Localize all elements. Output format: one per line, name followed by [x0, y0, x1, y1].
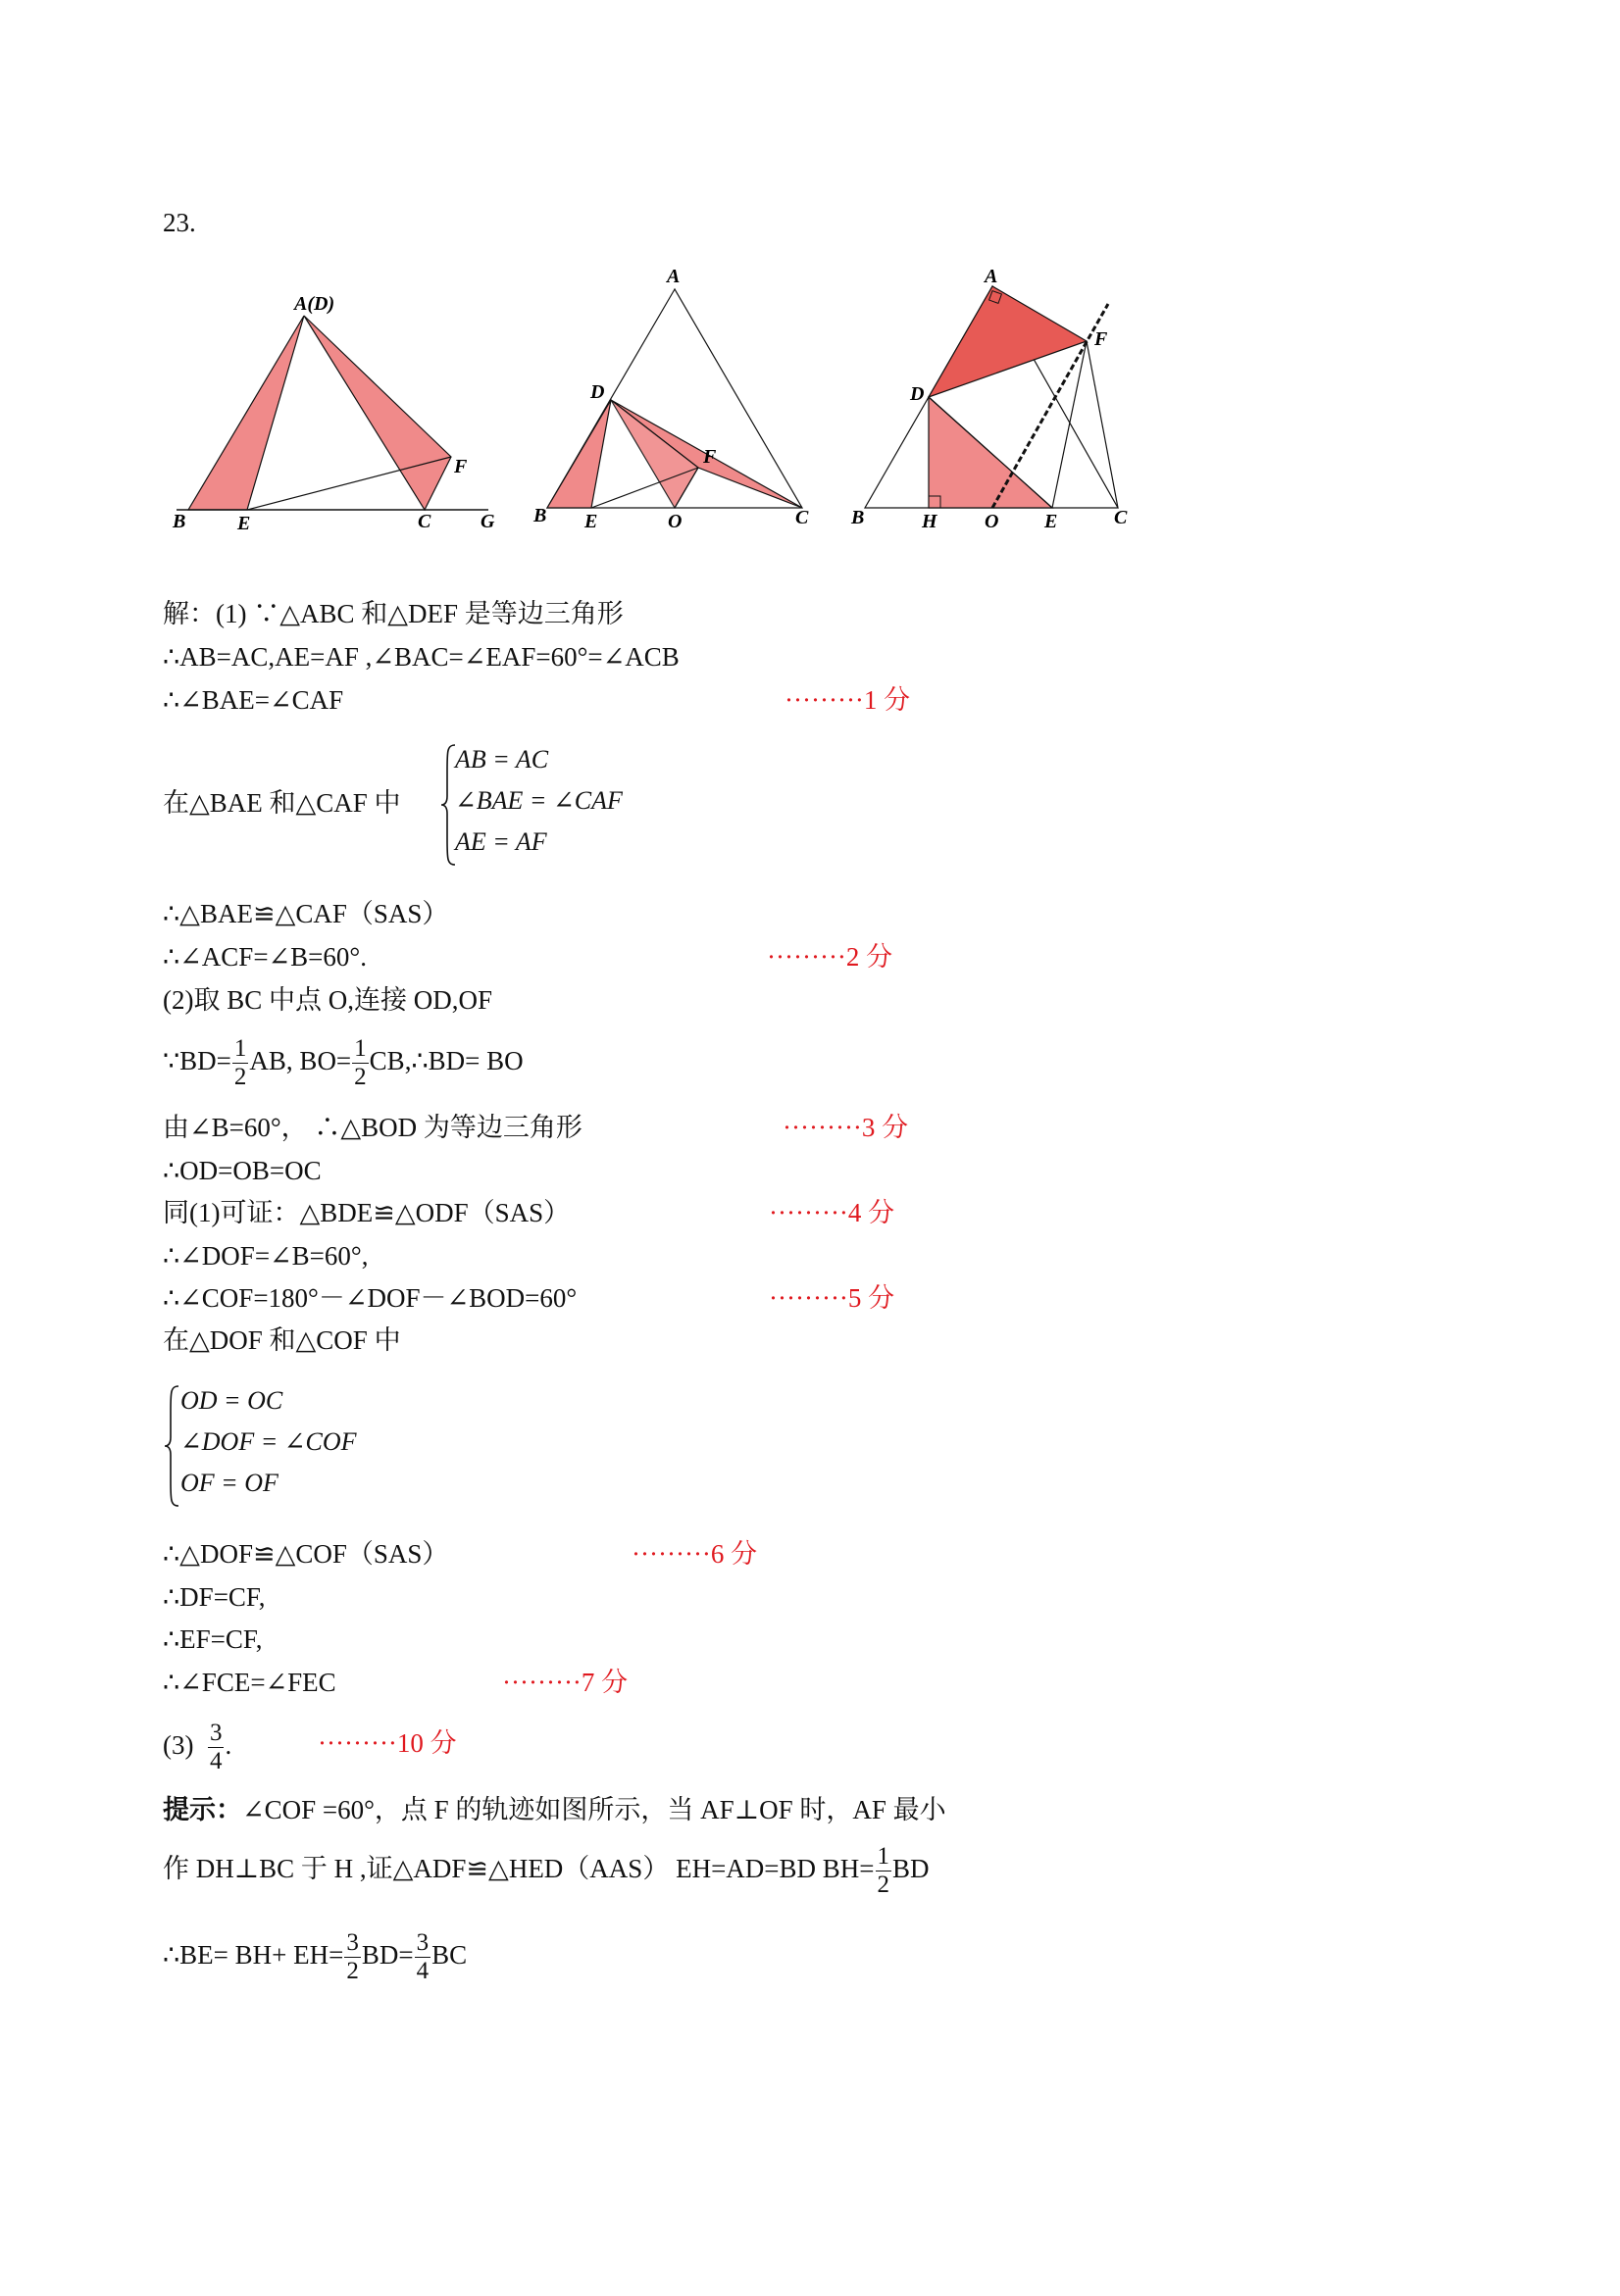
hint-text-2a: 作 DH⊥BC 于 H ,证△ADF≌△HED（AAS） EH=AD=BD BH=: [163, 1854, 875, 1883]
fig3-label-o: O: [985, 511, 999, 532]
p2-line-4: ∴OD=OB=OC: [163, 1156, 322, 1185]
system-1-row-1: AB = AC: [455, 745, 549, 774]
p3-label: (3): [163, 1730, 194, 1760]
hint-fraction-3-2: $\frac{3}{2}$: [346, 1929, 359, 1985]
fig2-label-o: O: [668, 511, 683, 532]
system-1-row-3: AE = AF: [455, 827, 547, 856]
score-5: ·········5 分: [769, 1283, 895, 1313]
p2-line-6: ∴∠DOF=∠B=60°,: [163, 1241, 369, 1271]
score-1: ·········1 分: [785, 685, 911, 715]
p1-line-3: ∴∠BAE=∠CAF: [163, 685, 344, 715]
score-2: ·········2 分: [767, 942, 893, 972]
system-2-row-3: OF = OF: [180, 1469, 278, 1497]
fig3-triangle-adf: [929, 286, 1087, 397]
hint-fraction-3-4: $\frac{3}{4}$: [416, 1929, 430, 1985]
p2-line-3: 由∠B=60°， ∴△BOD 为等边三角形: [163, 1113, 582, 1142]
score-3: ·········3 分: [783, 1113, 909, 1142]
p2-line-8: 在△DOF 和△COF 中: [163, 1325, 401, 1355]
figure-2: [532, 266, 809, 532]
p1-line-2: ∴AB=AC,AE=AF ,∠BAC=∠EAF=60°=∠ACB: [163, 642, 680, 672]
fig3-line-cf: [1087, 341, 1118, 508]
fig1-label-g: G: [481, 511, 495, 532]
p1-in-statement: 在△BAE 和△CAF 中: [163, 788, 401, 818]
hint-line-1: [163, 1792, 946, 1827]
fig2-label-d: D: [590, 381, 605, 403]
hint-text-3c: BC: [431, 1940, 468, 1970]
fig3-label-c: C: [1114, 507, 1128, 528]
problem-number: 23.: [163, 208, 196, 237]
p2-line-7: ∴∠COF=180°－∠DOF－∠BOD=60°: [163, 1283, 578, 1313]
p1-line-4: ∴△BAE≌△CAF（SAS）: [163, 899, 449, 928]
p2-line-12: ∴∠FCE=∠FEC: [163, 1668, 336, 1697]
fig2-label-e: E: [584, 511, 598, 532]
system-2-row-2: ∠DOF = ∠COF: [180, 1427, 357, 1456]
fig3-label-b: B: [851, 507, 865, 528]
fig2-label-a: A: [667, 266, 681, 287]
fig3-label-d: D: [910, 383, 925, 405]
score-7: ·········7 分: [502, 1668, 629, 1697]
score-4: ·········4 分: [769, 1198, 895, 1227]
fig3-line-ef: [1052, 341, 1087, 508]
fig3-label-a: A: [985, 266, 998, 287]
hint-label: 提示：: [163, 1795, 242, 1824]
p2-line-1: (2)取 BC 中点 O,连接 OD,OF: [163, 985, 493, 1015]
system-2-row-1: OD = OC: [180, 1386, 283, 1415]
fraction-half-2: $\frac{1}{2}$: [354, 1035, 367, 1091]
hint-line-2: [163, 1837, 930, 1900]
hint-text-3a: ∴BE= BH+ EH=: [163, 1940, 344, 1970]
p2-line-2a: ∵BD=: [163, 1046, 231, 1075]
p1-line-5: ∴∠ACF=∠B=60°.: [163, 942, 367, 972]
fig2-triangle-bde: [547, 400, 611, 508]
p2-line-9: ∴△DOF≌△COF（SAS）: [163, 1539, 449, 1569]
p3-line: [163, 1714, 231, 1776]
hint-text-1: ∠COF =60°，点 F 的轨迹如图所示，当 AF⊥OF 时，AF 最小: [242, 1795, 946, 1824]
system-1-row-2: ∠BAE = ∠CAF: [455, 786, 623, 815]
figure-1: [172, 293, 495, 534]
p2-line-2b: AB, BO=: [249, 1046, 352, 1075]
fig2-label-b: B: [533, 505, 547, 526]
figure-3: [850, 266, 1128, 532]
fig2-label-f: F: [703, 446, 717, 468]
brace-2: [163, 1382, 182, 1510]
fraction-half-1: $\frac{1}{2}$: [233, 1035, 247, 1091]
fig1-label-c: C: [418, 511, 431, 532]
fig3-label-f: F: [1094, 328, 1108, 350]
fig1-label-b: B: [173, 511, 186, 532]
fig3-label-e: E: [1044, 511, 1058, 532]
fig1-triangle-bae: [188, 316, 304, 510]
p2-line-5: 同(1)可证：△BDE≌△ODF（SAS）: [163, 1198, 571, 1227]
hint-text-2b: BD: [892, 1854, 930, 1883]
fig3-label-h: H: [922, 511, 937, 532]
fig1-label-a: A(D): [294, 293, 335, 315]
fig1-label-e: E: [237, 513, 251, 534]
fig1-label-f: F: [454, 456, 468, 477]
hint-fraction-half: $\frac{1}{2}$: [877, 1843, 890, 1899]
p2-line-11: ∴EF=CF,: [163, 1624, 263, 1654]
score-6: ·········6 分: [632, 1539, 758, 1569]
p3-dot: .: [225, 1730, 232, 1760]
p2-line-2c: CB,∴BD= BO: [369, 1046, 524, 1075]
score-10: ·········10 分: [318, 1728, 457, 1758]
hint-line-3: [163, 1923, 467, 1986]
p3-fraction: $\frac{3}{4}$: [209, 1720, 223, 1775]
system-1: [439, 741, 655, 869]
fig1-triangle-caf: [304, 316, 451, 510]
p1-line-1: 解：(1) ∵△ABC 和△DEF 是等边三角形: [163, 599, 624, 628]
system-2: [163, 1382, 398, 1510]
p2-line-2: [163, 1029, 524, 1092]
fig2-label-c: C: [795, 507, 809, 528]
hint-text-3b: BD=: [361, 1940, 414, 1970]
p2-line-10: ∴DF=CF,: [163, 1582, 266, 1612]
